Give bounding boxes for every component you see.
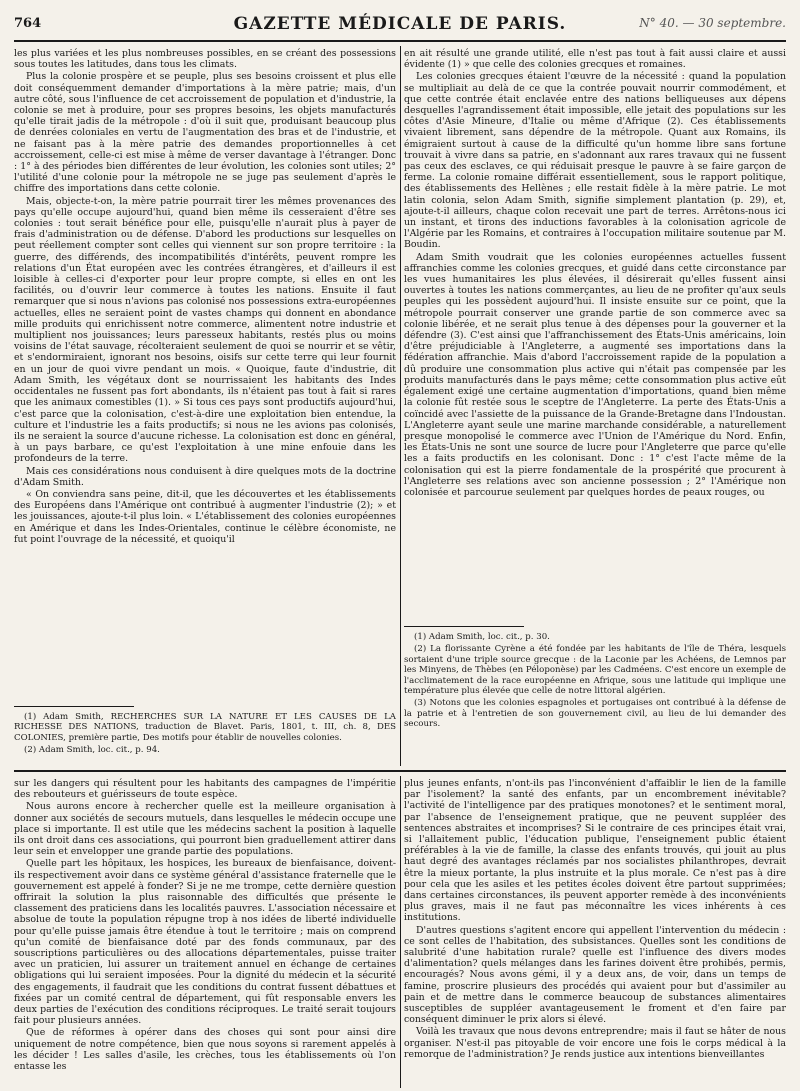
footnote: (2) La florissante Cyrène a été fondée par les habitants de l'île de Théra, lesquels sortaient d'une triple source grecque : de la Laconie par les Achéens, de Lemnos par les Minyens, de Thèbes (en Péloponèse) par les Cadméens. C'est encore un exemple de l'acclimatement de la race européenne en Afrique, sous une latitude qui implique une température plus élevée que celle de notre littoral algérien. [404,644,786,697]
footnote: (1) Adam Smith, RECHERCHES SUR LA NATURE ET LES CAUSES DE LA RICHESSE DES NATIONS, traduction de Blavet. Paris, 1801, t. III, ch. 8, DES COLONIES, première partie, Des motifs pour établir de nouvelles colonies. [14,712,396,743]
footnote-rule-right [404,626,524,627]
paragraph: Les colonies grecques étaient l'œuvre de la nécessité : quand la population se multipliait au delà de ce que la contrée pouvait nourrir commodément, et que cette contrée était enclavée entre des nations belliqueuses aux dépens desquelles l'agrandissement était impossible, elle jetait des populations sur les côtes d'Asie Mineure, d'Italie ou même d'Afrique (2). Ces établissements vivaient librement, sans dépendre de la métropole. Quant aux Romains, ils émigraient surtout à cause de la difficulté qu'un homme libre sans fortune trouvait à vivre dans sa patrie, en s'adonnant aux rares travaux qui ne fussent pas ceux des esclaves, ce qui réduisait presque le pauvre à se faire garçon de ferme. La colonie romaine différait essentiellement, sous le rapport politique, des établissements des Hellènes ; elle restait fidèle à la mère patrie. Le mot latin colonia, selon Adam Smith, signifie simplement plantation (p. 29), et, ajoute-t-il ailleurs, chaque colon recevait une part de terres. Arrêtons-nous ici un instant, et tirons des inductions favorables à la colonisation agricole de l'Algérie par les Romains, et contraires à l'occupation militaire soutenue par M. Boudin. [404,71,786,251]
issue-info: N° 40. — 30 septembre. [639,16,786,30]
paragraph: les plus variées et les plus nombreuses possibles, en se créant des possessions sous toutes les latitudes, dans tous les climats. [14,48,396,71]
paragraph: D'autres questions s'agitent encore qui appellent l'intervention du médecin : ce sont celles de l'habitation, des subsistances. Quelles sont les conditions de salubrité d'une habitation rurale? quelle est l'influence des divers modes d'alimentation? quels mélanges dans les farines doivent être prohibés, permis, encouragés? Nous avons gémi, il y a deux ans, de voir, dans un temps de famine, proscrire plusieurs des procédés qui avaient pour but d'assimiler au pain et de mettre dans le commerce beaucoup de substances alimentaires susceptibles de suppléer avantageusement le froment et d'en faire par conséquent diminuer le prix alors si élevé. [404,924,786,1026]
column-divider-bottom [400,776,401,1088]
column-divider-top [400,46,401,766]
paragraph: Plus la colonie prospère et se peuple, plus ses besoins croissent et plus elle doit conséquemment demander d'importations à la mère patrie; mais, d'un autre côté, sous l'influence de cet accroissement de population et d'industrie, la colonie se met à produire, pour ses propres besoins, les objets manufacturés qu'elle tirait jadis de la métropole : d'où il suit que, produisant beaucoup plus de denrées coloniales en vertu de l'augmentation des bras et de l'industrie, et ne faisant pas à la mère patrie des demandes proportionnelles à cet accroissement, celle-ci est mise à même de verser davantage à l'étranger. Donc : 1° à des périodes bien différentes de leur évolution, les colonies sont utiles; 2° l'utilité d'une colonie pour la métropole ne se juge pas seulement d'après le chiffre des importations dans cette colonie. [14,71,396,195]
section-separator [14,770,786,772]
paragraph: Nous aurons encore à rechercher quelle est la meilleure organisation à donner aux sociétés de secours mutuels, dans lesquelles le médecin occupe une place si importante. Il est utile que les médecins sachent la position à laquelle ils ont droit dans ces associations, qui pourront bien graduellement attirer dans leur sein et envelopper une grande partie des populations. [14,801,396,858]
paragraph: Que de réformes à opérer dans des choses qui sont pour ainsi dire uniquement de notre compétence, bien que nous soyons si rarement appelés à les décider ! Les salles d'asile, les crèches, tous les établissements où l'on entasse les [14,1027,396,1073]
article-column-bottom-left [14,778,396,1086]
footnote: (2) Adam Smith, loc. cit., p. 94. [24,745,160,756]
paragraph: Quelle part les hôpitaux, les hospices, les bureaux de bienfaisance, doivent-ils respectivement avoir dans ce système général d'assistance fraternelle que le gouvernement est appelé à fonder? Si je ne me trompe, cette dernière question offrirait la solution la plus raisonnable des difficultés que présente le classement des praticiens dans les localités pauvres. L'association nécessaire et absolue de toute la population répugne trop à nos idées de liberté individuelle pour qu'elle puisse jamais être étendue à tout le territoire ; mais on comprend qu'un comité de bienfaisance doté par des fonds communaux, par des souscriptions particulières ou des allocations départementales, puisse traiter avec un praticien, lui assurer un traitement annuel en échange de certaines obligations qui lui seraient imposées. Pour la dignité du médecin et la sécurité des engagements, il faudrait que les conditions du contrat fussent débattues et fixées par un comité central de département, qui fût responsable envers les deux parties de l'exécution des conditions réciproques. Le traité serait toujours fait pour plusieurs années. [14,858,396,1027]
footnotes-left [14,712,396,764]
footnote: (1) Adam Smith, loc. cit., p. 30. [414,632,550,642]
footnote-rule-left [14,706,134,707]
article-column-top-right [404,48,786,620]
paragraph: « On conviendra sans peine, dit-il, que les découvertes et les établissements des Européens dans l'Amérique ont contribué à augmenter l'industrie (2); » et les jouissances, ajoute-t-il plus loin. « L'établissement des colonies européennes en Amérique et dans les Indes-Orientales, continue le célèbre économiste, ne fut point l'ouvrage de la nécessité, et quoiqu'il [14,488,396,545]
paragraph: sur les dangers qui résultent pour les habitants des campagnes de l'impéritie des rebouteurs et guérisseurs de toute espèce. [14,778,396,801]
paragraph: en ait résulté une grande utilité, elle n'est pas tout à fait aussi claire et aussi évidente (1) » que celle des colonies grecques et romaines. [404,48,786,71]
article-column-top-left [14,48,396,698]
journal-title: GAZETTE MÉDICALE DE PARIS. [233,14,567,34]
paragraph: Voilà les travaux que nous devons entreprendre; mais il faut se hâter de nous organiser. N'est-il pas pitoyable de voir encore une fois le corps médical à la remorque de l'administration? Je rends justice aux intentions bienveillantes [404,1026,786,1060]
paragraph: Mais, objecte-t-on, la mère patrie pourrait tirer les mêmes provenances des pays qu'elle occupe aujourd'hui, quand bien même ils cesseraient d'être ses colonies : tout serait bénéfice pour elle, puisqu'elle n'aurait plus à payer de frais d'administration ou de défense. D'abord les productions sur lesquelles on peut réellement compter sont celles qui viennent sur son propre territoire : la guerre, des différends, des incompatibilités d'intérêts, peuvent rompre les relations d'un État européen avec les contrées étrangères, et d'ailleurs il est loisible à celles-ci d'exporter pour leur propre compte, si elles en ont les facilités, ou d'ouvrir leur commerce à toutes les nations. Ensuite il faut remarquer que si nous n'avions pas colonisé nos possessions extra-européennes actuelles, elles ne seraient point de vastes champs qui donnent en abondance mille produits qui enrichissent notre commerce, alimentent notre industrie et multiplient nos jouissances; leurs paresseux habitants, restés plus ou moins voisins de l'état sauvage, récolteraient seulement de quoi se nourrir et se vêtir, et s'endormiraient, ignorant nos besoins, oisifs sur cette terre qui leur fournit en un jour de quoi vivre pendant un mois. « Quoique, faute d'industrie, dit Adam Smith, les végétaux dont se nourrissaient les habitants des Indes occidentales ne fussent pas fort abondants, ils n'étaient pas tout à fait si rares que les animaux comestibles (1). » Si tous ces pays sont productifs aujourd'hui, c'est parce que la colonisation, c'est-à-dire une exploitation bien entendue, la culture et l'industrie les a faits productifs; si nous ne les avions pas colonisés, ils ne seraient la source d'aucune richesse. La colonisation est donc en général, à un pays barbare, ce qu'est l'exploitation à une mine enfouie dans les profondeurs de la terre. [14,195,396,465]
paragraph: plus jeunes enfants, n'ont-ils pas l'inconvénient d'affaiblir le lien de la famille par l'isolement? la santé des enfants, par un encombrement inévitable? l'activité de l'intelligence par des pratiques monotones? et le sentiment moral, par l'absence de l'enseignement pratique, que ne peuvent suppléer des sentences abstraites et incomprises? Si le contraire de ces principes était vrai, si l'allaitement public, l'éducation publique, l'enseignement public étaient préférables à la vie de famille, la classe des enfants trouvés, qui jouit au plus haut degré des avantages réclamés par nos socialistes philanthropes, devrait être la mieux portante, la plus instruite et la plus morale. Ce n'est pas à dire pour cela que les asiles et les petites écoles doivent être partout supprimées; dans certaines circonstances, ils peuvent apporter remède à des inconvénients plus graves, mais il ne faut pas méconnaître les vices inhérents à ces institutions. [404,778,786,924]
footnotes-right [404,632,786,766]
paragraph: Adam Smith voudrait que les colonies européennes actuelles fussent affranchies comme les colonies grecques, et guidé dans cette circonstance par les vues humanitaires les plus élevées, il désirerait qu'elles fussent ainsi ouvertes à toutes les nations commerçantes, au lieu de ne profiter qu'aux seuls peuples qui les possèdent aujourd'hui. Il insiste ensuite sur ce point, que la métropole pourrait conserver une grande partie de son commerce avec sa colonie libérée, et ne serait plus tenue à des dépenses pour la gouverner et la défendre (3). C'est ainsi que l'affranchissement des États-Unis américains, loin d'être préjudiciable à l'Angleterre, a augmenté ses importations dans la fédération affranchie. Mais d'abord l'accroissement rapide de la population a dû produire une consommation plus active qui n'était pas compensée par les produits manufacturés dans le pays même; cette consommation plus active eût également exigé une certaine augmentation d'importations, quand bien même la colonie fût restée sous le sceptre de l'Angleterre. La perte des États-Unis a coïncidé avec l'assiette de la puissance de la Grande-Bretagne dans l'Indoustan. L'Angleterre ayant seule une marine marchande considérable, a naturellement presque monopolisé le commerce avec l'Union de l'Amérique du Nord. Enfin, les États-Unis ne sont une source de lucre pour l'Angleterre que parce qu'elle les a faits productifs en les colonisant. Donc : 1° c'est l'acte même de la colonisation qui est la pierre fondamentale de la prospérité que procurent à l'Angleterre ses relations avec son ancienne possession ; 2° l'Amérique non colonisée et parcourue seulement par quelques hordes de peaux rouges, ou [404,251,786,498]
footnote: (3) Notons que les colonies espagnoles et portugaises ont contribué à la défense de la patrie et à l'entretien de son gouvernement civil, au lieu de lui demander des secours. [404,698,786,730]
page-number: 764 [14,16,42,31]
paragraph: Mais ces considérations nous conduisent à dire quelques mots de la doctrine d'Adam Smith. [14,465,396,488]
page-header [14,10,786,42]
article-column-bottom-right [404,778,786,1086]
